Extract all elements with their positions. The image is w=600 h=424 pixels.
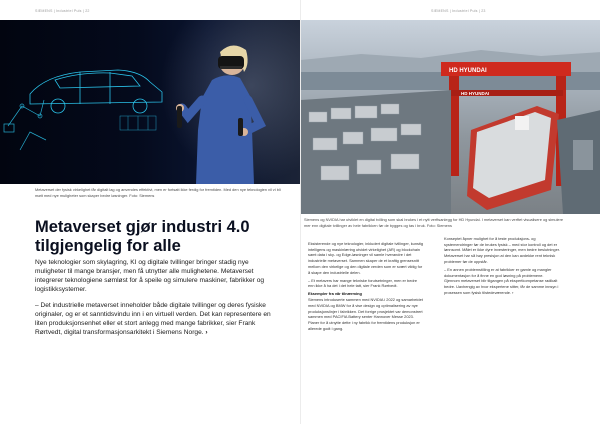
crane-sign-top: HD HYUNDAI: [449, 68, 487, 74]
article-intro-quote: [35, 301, 275, 337]
photo-caption-left: Metaverset der fysisk virkelighet får digitalt lag og anvendes effektivt, men er fortsatt ikke ferdig for fremtiden. Med den nye teknologien vil vi bli møtt med nye muligheter som skaper bedre løsninger. Foto: Siemens: [35, 187, 281, 198]
section-subheading: Eksempler fra vår tilnærming: [308, 291, 362, 297]
crane-sign-lower: HD HYUNDAI: [461, 91, 490, 96]
continue-arrow-icon: ›: [205, 329, 208, 337]
continue-arrow-icon: ›: [512, 289, 514, 295]
intro-quote-text: – Det industrielle metaverset inneholder både digitale tvillinger og deres fysiske originaler, og er et sanntidsvindu inn i en virtuell verden. Det kan representere en liten produksjonsenhet eller et stort anlegg med mange fabrikker, sier Frank Rørtvedt, digital transformasjonsarkitekt i Siemens Norge.: [35, 302, 271, 337]
shipyard-illustration: [301, 20, 600, 214]
hologram-machine-icon: [120, 116, 156, 130]
photo-caption-right: Siemens og NVIDIA har utviklet en digital tvilling som skal brukes i et nytt verftsanlegg for HD Hyundai. I metaverset kan verftet visualisere og simulere mer enn digitale tvillinger av hele fabrikken før de bygges og tas i bruk. Foto: Siemens: [304, 217, 564, 228]
article-title: Metaverset gjør industri 4.0 tilgjengelig for alle: [35, 218, 250, 255]
article-lead: Nye teknologier som skylagring, KI og digitale tvillinger bringer stadig nye muligheter til mange bransjer, men få utnytter alle mulighetene. Metaverset integrerer teknologiene sømløst for å speile og simulere maskiner, fabrikker og logistikksystemer.: [35, 259, 265, 294]
hologram-car-icon: [30, 70, 162, 113]
body-column-2: [444, 236, 560, 298]
body-paragraph: – Et metavers har mange tekniske forutsetninger, men er bedre enn ikke å ha det i det hele tatt, sier Frank Rørtvedt.: [308, 277, 417, 289]
person-with-vr-headset: [176, 45, 260, 184]
body-paragraph-text: – En annen problemstilling er at fabrikker er gamle og mangler dokumentasjon for å finne en god løsning på problemene. Gjennom metaverset blir tilgangen på ekspertkompetanse radikalt bedre. Uavhengig av hvor ekspertene sitter, får de samme innsyn i prosessen som fysisk tilstedeværende.: [444, 266, 559, 295]
running-head-left: SIEMENS | Industriel Puls | 22: [35, 9, 90, 13]
shipyard-photo: [301, 20, 600, 214]
body-paragraph: Konseptet åpner mulighet for å teste produksjons- og systemendringer før de brukes fysisk – med stor kontroll og det er lønnsomt. Målet er ikke dyre investeringer, men bedre beslutninger. Metaverset har så høy presisjon at den kan avdekke rent teknisk problemer før de oppstår.: [444, 236, 560, 264]
right-page: [300, 0, 600, 424]
body-paragraph-last: [444, 267, 560, 296]
vr-headset-photo: [0, 20, 300, 184]
body-paragraph: Eksisterende og nye teknologier, inkludert digitale tvillinger, kunstig intelligens og maskinlæring utvidet virkelighet (AR) og blockchain samt data i sky- og Edge-løsninger vil samle hverandre i det industrielle metaverset. Sammen skaper de et kraftig grensesnitt mellom den virkelige og den digitale verden som er svært viktig for å skape den industrielle delen.: [308, 241, 424, 275]
running-head-right: SIEMENS | Industriel Puls | 23: [431, 9, 486, 13]
hologram-robot-arm-icon: [4, 100, 46, 150]
body-paragraph: Siemens introduserte sammen med NVIDIA i 2022 og samarbeidet med NVIDIA og BMW for å vise design og optimalisering av nye produksjonslinjer i fabrikken. Det forrige prosjektet var demonstrert sammen med PACIFIA Battery senter Hannover Messe 2023. Planer for å utnytte dette i ny fabrikk for fremtidens produksjon er allerede godt i gang.: [308, 297, 423, 331]
vr-scene-illustration: [0, 20, 300, 184]
body-column-1: [308, 241, 424, 334]
